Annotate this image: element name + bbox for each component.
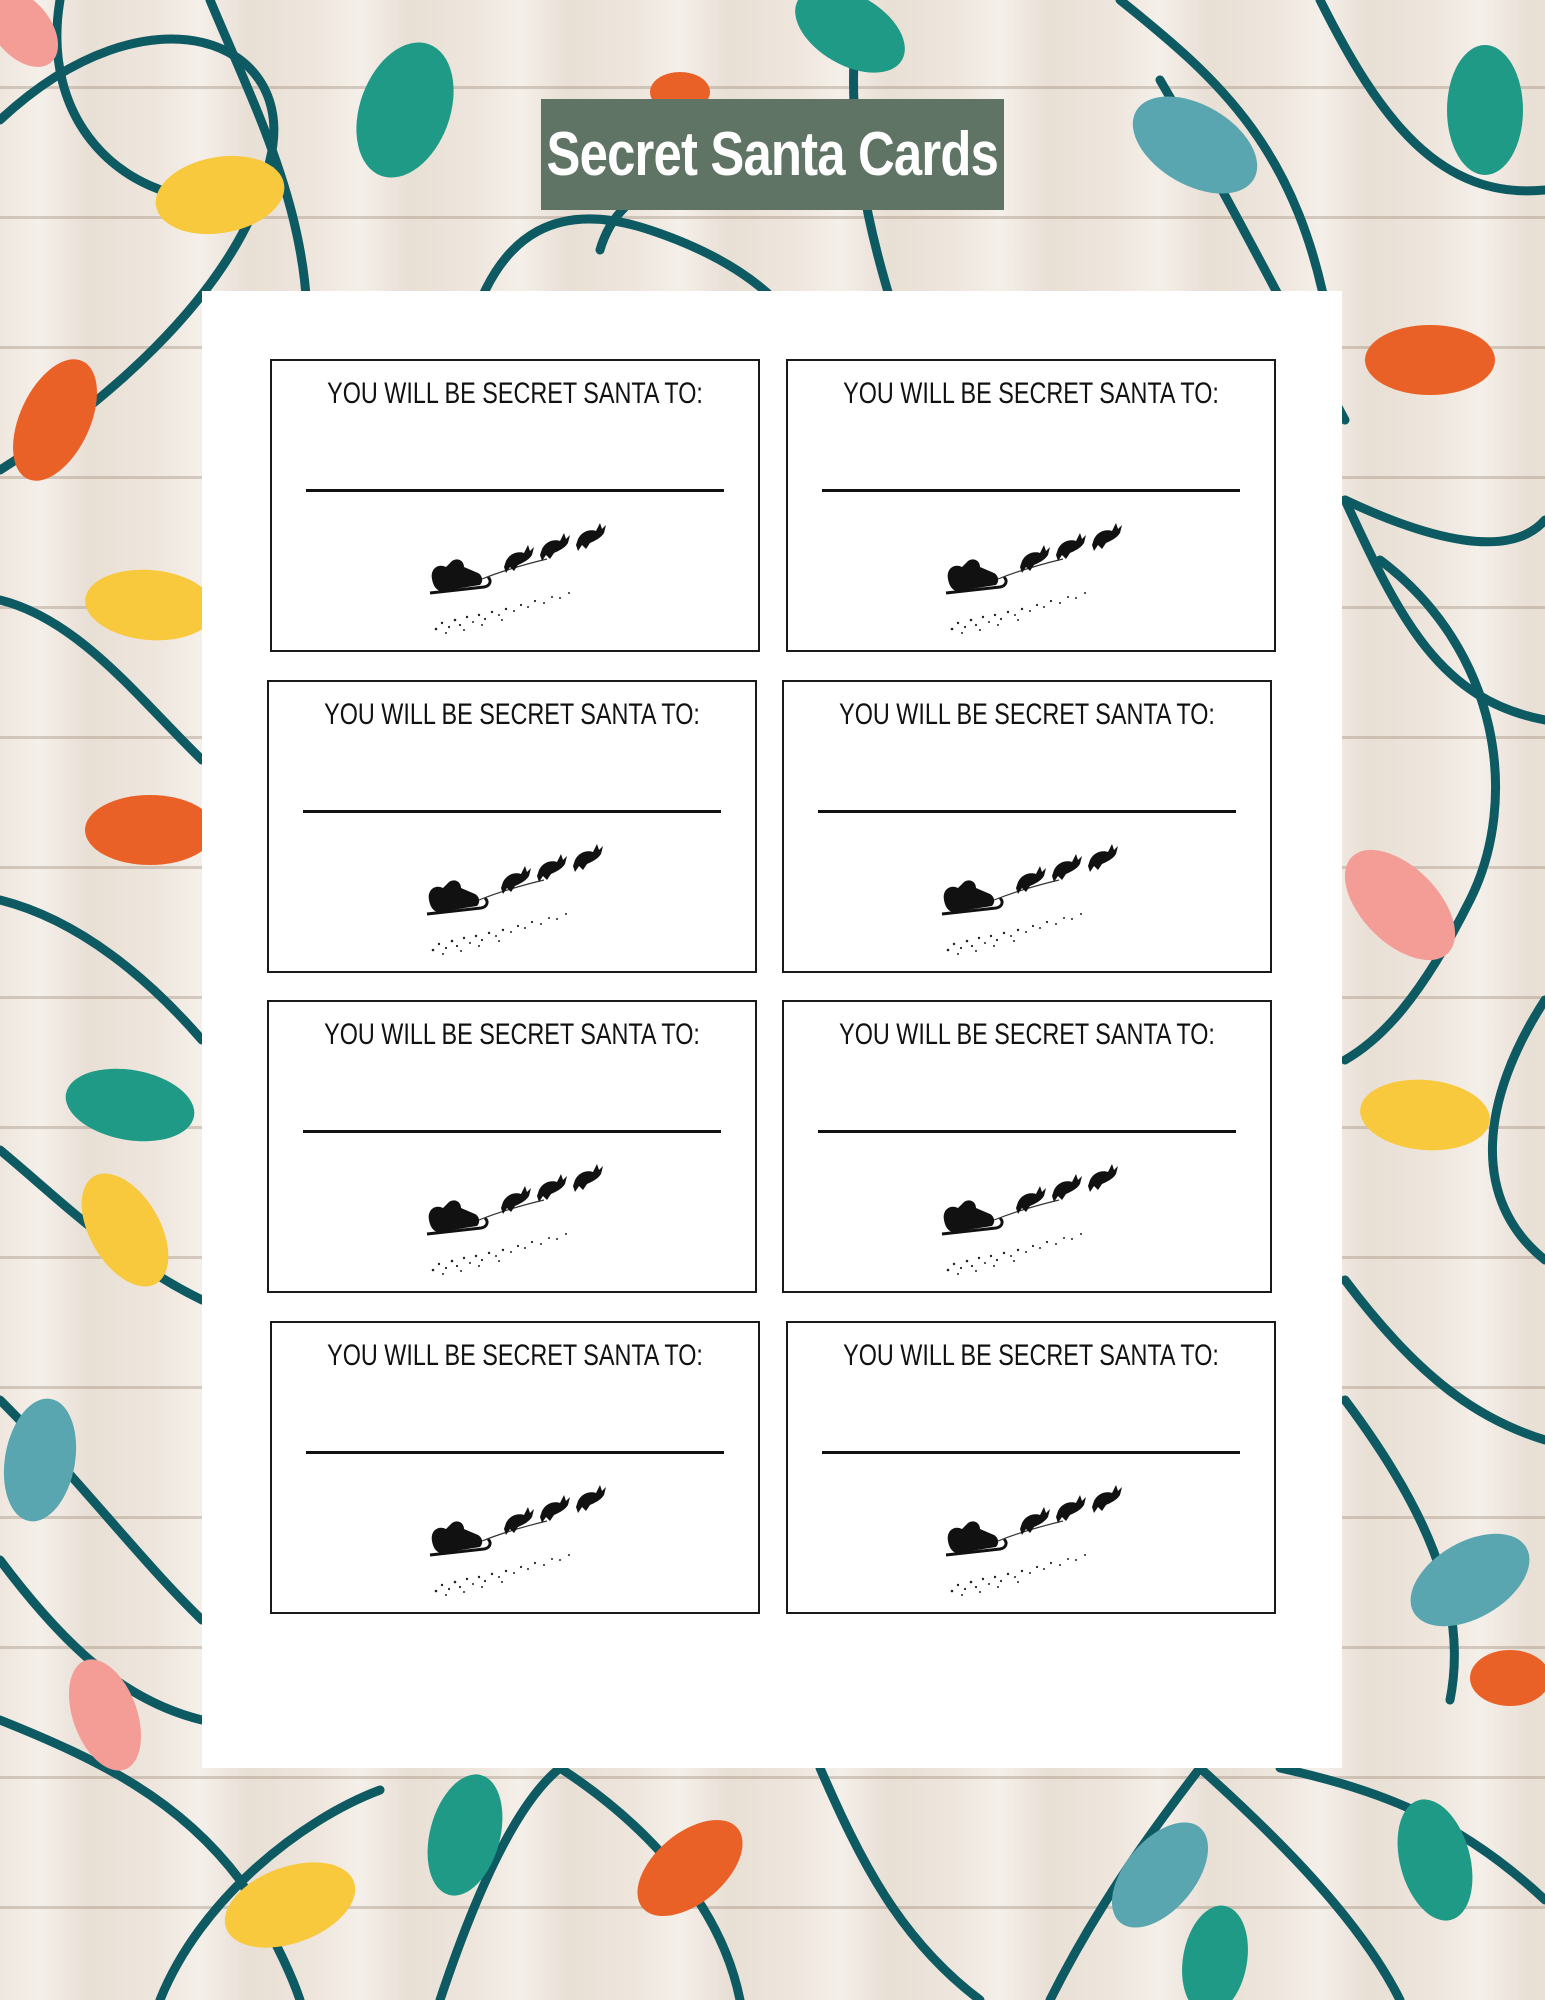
- page-title: Secret Santa Cards: [546, 120, 999, 189]
- secret-santa-card: [786, 1321, 1276, 1614]
- card-heading: YOU WILL BE SECRET SANTA TO:: [843, 377, 1219, 410]
- santa-sleigh-reindeer-icon: [934, 1162, 1139, 1277]
- name-blank-line: [306, 489, 724, 492]
- card-heading: YOU WILL BE SECRET SANTA TO:: [327, 377, 703, 410]
- card-heading: YOU WILL BE SECRET SANTA TO:: [324, 1018, 700, 1051]
- card-heading: YOU WILL BE SECRET SANTA TO:: [839, 1018, 1215, 1051]
- card-heading: YOU WILL BE SECRET SANTA TO:: [843, 1339, 1219, 1372]
- santa-sleigh-reindeer-icon: [419, 842, 624, 957]
- card-heading: YOU WILL BE SECRET SANTA TO:: [839, 698, 1215, 731]
- secret-santa-card: [267, 680, 757, 973]
- name-blank-line: [822, 489, 1240, 492]
- title-banner: [541, 99, 1004, 210]
- name-blank-line: [303, 810, 721, 813]
- secret-santa-card: [782, 680, 1272, 973]
- secret-santa-card: [782, 1000, 1272, 1293]
- card-heading: YOU WILL BE SECRET SANTA TO:: [327, 1339, 703, 1372]
- santa-sleigh-reindeer-icon: [422, 521, 627, 636]
- secret-santa-card: [270, 359, 760, 652]
- name-blank-line: [303, 1130, 721, 1133]
- secret-santa-card: [267, 1000, 757, 1293]
- santa-sleigh-reindeer-icon: [422, 1483, 627, 1598]
- secret-santa-card: [786, 359, 1276, 652]
- name-blank-line: [822, 1451, 1240, 1454]
- santa-sleigh-reindeer-icon: [419, 1162, 624, 1277]
- name-blank-line: [306, 1451, 724, 1454]
- name-blank-line: [818, 810, 1236, 813]
- card-sheet: [202, 291, 1342, 1768]
- santa-sleigh-reindeer-icon: [934, 842, 1139, 957]
- secret-santa-card: [270, 1321, 760, 1614]
- santa-sleigh-reindeer-icon: [938, 1483, 1143, 1598]
- name-blank-line: [818, 1130, 1236, 1133]
- santa-sleigh-reindeer-icon: [938, 521, 1143, 636]
- card-heading: YOU WILL BE SECRET SANTA TO:: [324, 698, 700, 731]
